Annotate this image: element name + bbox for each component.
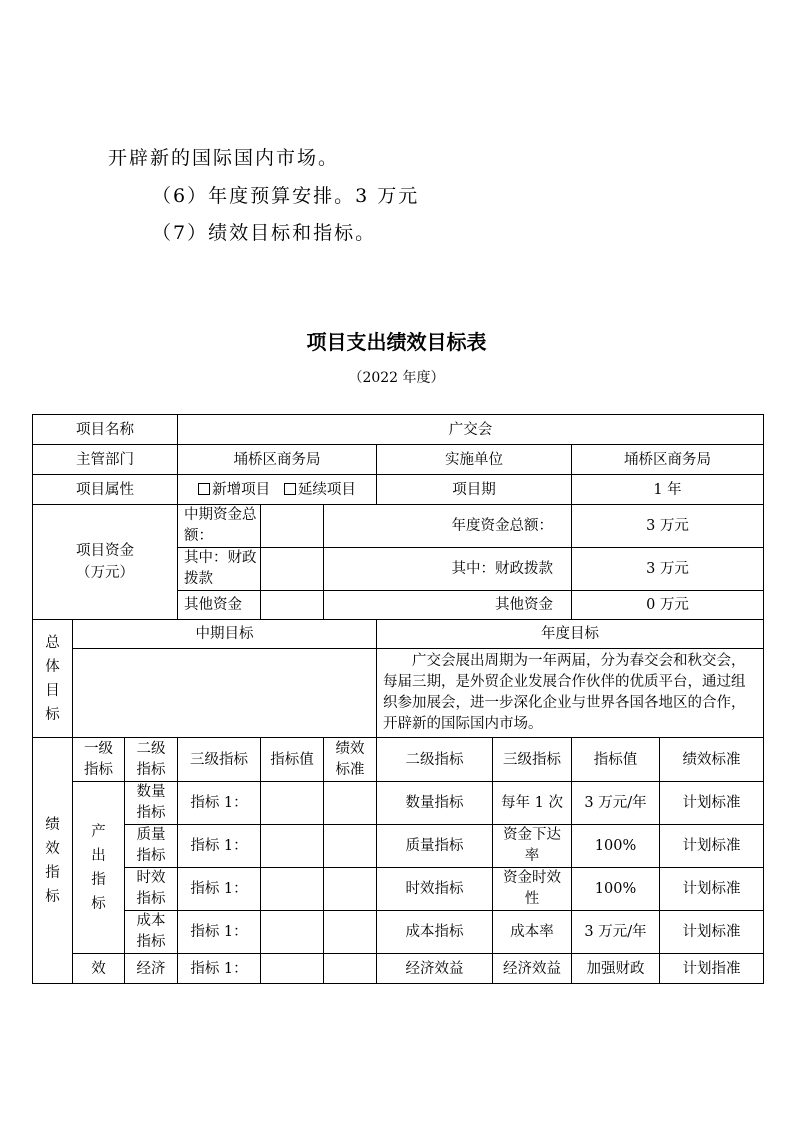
mid-other-value: [261, 591, 324, 620]
level3-header-right: 三级指标: [493, 738, 572, 782]
row-level2: 时效 指标: [125, 868, 178, 911]
row-level2-right: 成本指标: [377, 911, 493, 954]
row-value-right: 100%: [572, 825, 660, 868]
output-indicator-label: 产 出 指 标: [73, 782, 125, 954]
paragraph-2: （6）年度预算安排。3 万元: [152, 185, 420, 207]
paragraph-3: （7）绩效目标和指标。: [152, 222, 377, 244]
row-level2: 质量 指标: [125, 825, 178, 868]
year-other-label: 其他资金: [324, 591, 572, 620]
row-value: [261, 825, 324, 868]
dept-value: 埇桥区商务局: [178, 445, 377, 475]
row-standard-right: 计划标准: [660, 825, 764, 868]
year-fiscal-label: 其中：财政拨款: [324, 548, 572, 591]
period-label: 项目期: [377, 475, 572, 505]
row-standard: [324, 868, 377, 911]
row-value: [261, 782, 324, 825]
row-value: [261, 868, 324, 911]
row-value-right: 3 万元/年: [572, 782, 660, 825]
standard-header: 绩效 标准: [324, 738, 377, 782]
new-project-checkbox[interactable]: [198, 483, 210, 495]
year-total-value: 3 万元: [572, 505, 764, 548]
continued-project-label: 延续项目: [297, 481, 356, 498]
impl-label: 实施单位: [377, 445, 572, 475]
mid-goal-text: [73, 649, 377, 738]
row-level3-right: 成本率: [493, 911, 572, 954]
perf-indicator-label: 绩 效 指 标: [33, 738, 73, 984]
row-level2: 经济: [125, 954, 178, 984]
year-total-label: 年度资金总额：: [324, 505, 572, 548]
level1-header: 一级 指标: [73, 738, 125, 782]
table-row: [33, 868, 764, 911]
row-standard: [324, 954, 377, 984]
row-level2-right: 数量指标: [377, 782, 493, 825]
level2-header-right: 二级指标: [377, 738, 493, 782]
mid-other-label: 其他资金: [178, 591, 261, 620]
row-level2-right: 时效指标: [377, 868, 493, 911]
row-level3: 指标 1：: [178, 954, 261, 984]
row-value-right: 100%: [572, 868, 660, 911]
dept-label: 主管部门: [33, 445, 178, 475]
year-fiscal-value: 3 万元: [572, 548, 764, 591]
row-level3-right: 资金时效 性: [493, 868, 572, 911]
row-standard-right: 计划标准: [660, 782, 764, 825]
row-standard-right: 计划标准: [660, 911, 764, 954]
mid-goal-header: 中期目标: [73, 620, 377, 649]
overall-goal-label: 总 体 目 标: [33, 620, 73, 738]
row-standard: [324, 825, 377, 868]
row-level2: 成本 指标: [125, 911, 178, 954]
project-name: 广交会: [178, 415, 764, 445]
year-other-value: 0 万元: [572, 591, 764, 620]
row-value: [261, 911, 324, 954]
row-level2-right: 质量指标: [377, 825, 493, 868]
attr-label: 项目属性: [33, 475, 178, 505]
row-level3-right: 经济效益: [493, 954, 572, 984]
row-standard-right: 计划标准: [660, 868, 764, 911]
row-level2-right: 经济效益: [377, 954, 493, 984]
mid-fiscal-value: [261, 548, 324, 591]
attr-options: [178, 475, 377, 505]
row-level2: 数量 指标: [125, 782, 178, 825]
level2-header: 二级 指标: [125, 738, 178, 782]
mid-total-label: 中期资金总额：: [178, 505, 261, 548]
table-row: [33, 825, 764, 868]
new-project-label: 新增项目: [212, 481, 271, 498]
row-level1: 效: [73, 954, 125, 984]
row-standard: [324, 782, 377, 825]
value-header-right: 指标值: [572, 738, 660, 782]
row-standard-right: 计划指准: [660, 954, 764, 984]
mid-total-value: [261, 505, 324, 548]
standard-header-right: 绩效标准: [660, 738, 764, 782]
row-level3-right: 资金下达 率: [493, 825, 572, 868]
row-standard: [324, 911, 377, 954]
year-goal-header: 年度目标: [377, 620, 764, 649]
level3-header: 三级指标: [178, 738, 261, 782]
table-row: [33, 782, 764, 825]
project-name-label: 项目名称: [33, 415, 178, 445]
value-header: 指标值: [261, 738, 324, 782]
row-level3: 指标 1：: [178, 825, 261, 868]
year-goal-text: 广交会展出周期为一年两届，分为春交会和秋交会，每届三期，是外贸企业发展合作伙伴的优质平台，通过组织参加展会，进一步深化企业与世界各国各地区的合作，开辟新的国际国内市场。: [377, 649, 764, 738]
row-level3: 指标 1：: [178, 868, 261, 911]
performance-table: [32, 414, 764, 984]
continued-project-checkbox[interactable]: [284, 483, 296, 495]
table-title: 项目支出绩效目标表: [306, 330, 487, 354]
row-level3: 指标 1：: [178, 782, 261, 825]
row-value: [261, 954, 324, 984]
row-level3: 指标 1：: [178, 911, 261, 954]
row-value-right: 加强财政: [572, 954, 660, 984]
mid-fiscal-label: 其中：财政拨款: [178, 548, 261, 591]
table-row: [33, 954, 764, 984]
funds-label: 项目资金 （万元）: [33, 505, 178, 620]
paragraph-1: 开辟新的国际国内市场。: [108, 147, 340, 169]
period-value: 1 年: [572, 475, 764, 505]
impl-value: 埇桥区商务局: [572, 445, 764, 475]
row-level3-right: 每年 1 次: [493, 782, 572, 825]
table-row: [33, 911, 764, 954]
table-subtitle: （2022 年度）: [348, 370, 445, 386]
row-value-right: 3 万元/年: [572, 911, 660, 954]
